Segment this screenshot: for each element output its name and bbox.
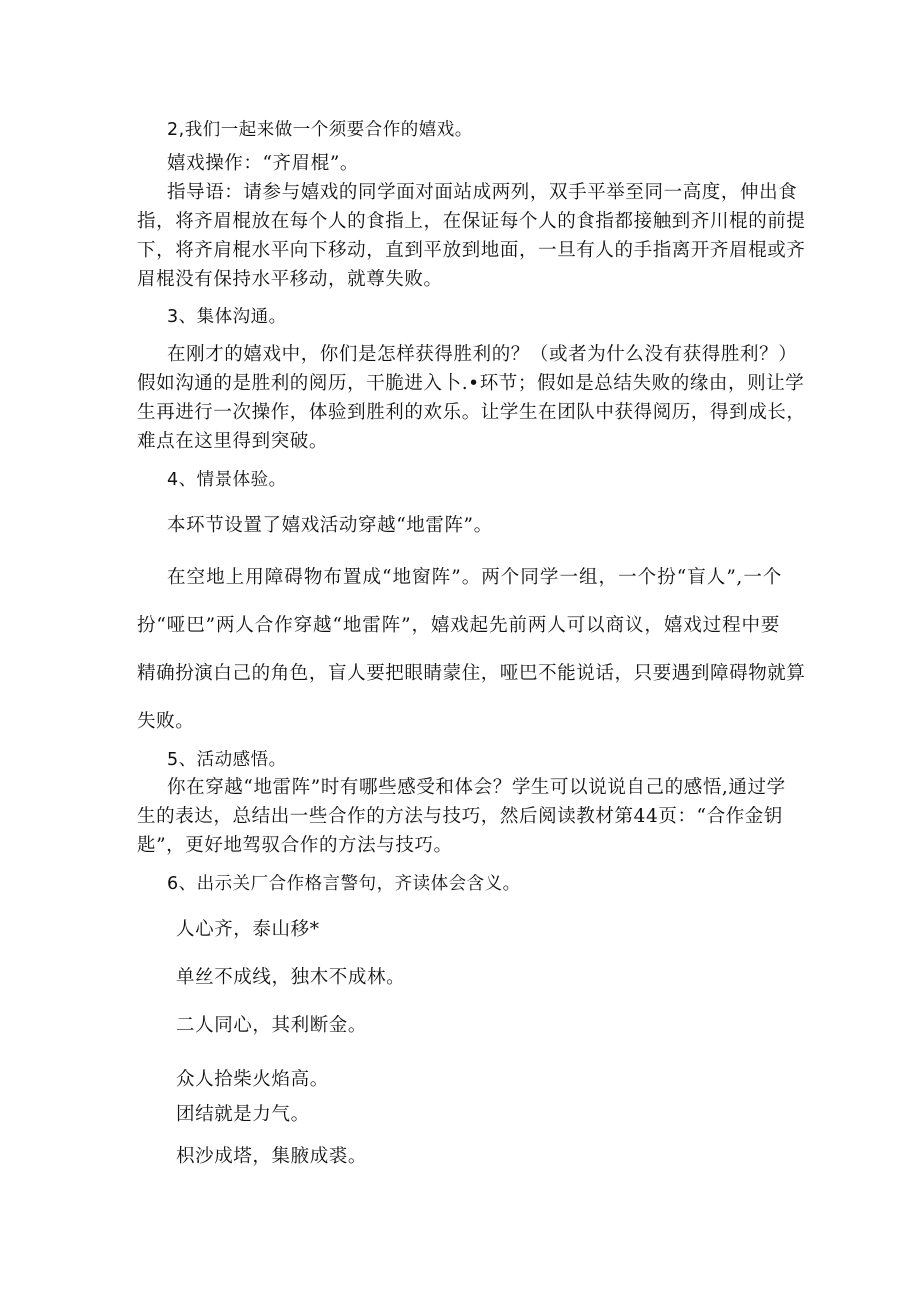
sec5-line-3: 匙”，更好地驾驭合作的方法与技巧。 bbox=[137, 835, 453, 856]
proverb-2: 单丝不成线，独木不成林。 bbox=[176, 967, 406, 988]
sec3-line-4: 难点在这里得到突破。 bbox=[137, 431, 329, 452]
guide-line-4: 眉棍没有保持水平移动，就尊失败。 bbox=[137, 269, 443, 290]
sec5-line-1: 你在穿越“地雷阵”时有哪些感受和体会？学生可以说说自己的感悟,通过学 bbox=[167, 777, 786, 798]
proverb-1: 人心齐，泰山移* bbox=[176, 919, 320, 940]
proverb-3: 二人同心，其利断金。 bbox=[176, 1015, 368, 1036]
proverb-6: 枳沙成塔，集腋成裘。 bbox=[176, 1146, 368, 1167]
section-3-heading: 3、集体沟通。 bbox=[167, 307, 287, 327]
guide-line-2: 指，将齐眉棍放在每个人的食指上，在保证每个人的食指都接触到齐川棍的前提 bbox=[137, 211, 806, 232]
proverb-4: 众人拾柴火焰高。 bbox=[176, 1069, 329, 1090]
guide-line-3: 下，将齐肩棍水平向下移动，直到平放到地面，一旦有人的手指离开齐眉棍或齐 bbox=[137, 240, 806, 261]
section-5-heading: 5、活动感悟。 bbox=[167, 750, 287, 770]
sec3-line-2: 假如沟通的是胜利的阅历，干脆进入卜.•环节；假如是总结失败的缘由，则让学 bbox=[137, 373, 805, 394]
sec5-line-2: 生的表达，总结出一些合作的方法与技巧，然后阅读教材第44页：“合作金钥 bbox=[137, 806, 784, 827]
section-6-heading: 6、出示关厂合作格言警句，齐读体会含义。 bbox=[167, 874, 521, 894]
sec3-line-1: 在刚才的嬉戏中，你们是怎样获得胜利的？（或者为什么没有获得胜利？） bbox=[167, 344, 798, 365]
section-4-heading: 4、情景体验。 bbox=[167, 470, 287, 490]
game-operation: 嬉戏操作：“齐眉棍”。 bbox=[167, 153, 360, 174]
proverb-5: 团结就是力气。 bbox=[176, 1104, 310, 1125]
sec4-line-4: 失败。 bbox=[137, 711, 195, 732]
sec3-line-3: 生再进行一次操作，体验到胜利的欢乐。让学生在团队中获得阅历，得到成长， bbox=[137, 402, 806, 423]
guide-line-1: 指导语：请参与嬉戏的同学面对面站成两列，双手平举至同一高度，伸出食 bbox=[167, 182, 798, 203]
section-2-heading: 2,我们一起来做一个须要合作的嬉戏。 bbox=[167, 120, 473, 140]
sec4-line-2: 扮“哑巴”两人合作穿越“地雷阵”，嬉戏起先前两人可以商议，嬉戏过程中要 bbox=[137, 615, 780, 636]
sec4-intro: 本环节设置了嬉戏活动穿越“地雷阵”。 bbox=[167, 515, 493, 536]
sec4-line-3: 精确扮演白己的角色，盲人要把眼睛蒙住，哑巴不能说话，只要遇到障碍物就算 bbox=[137, 663, 806, 684]
sec4-line-1: 在空地上用障碍物布置成“地窗阵”。两个同学一组，一个扮“盲人”,一个 bbox=[167, 567, 782, 588]
